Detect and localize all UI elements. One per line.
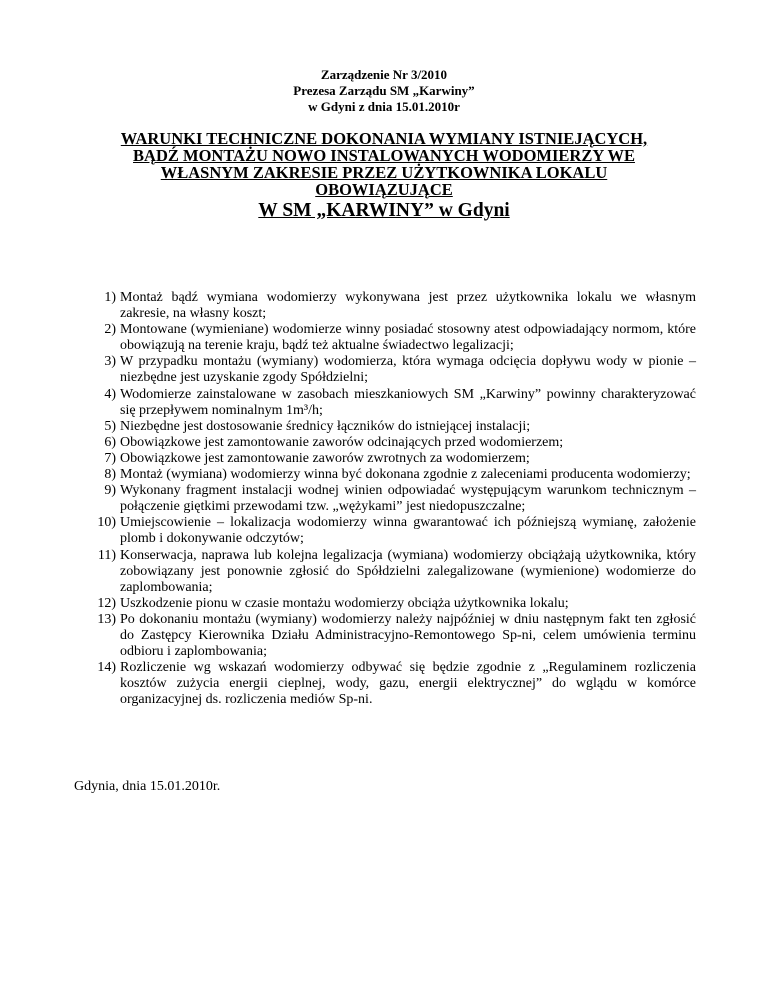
list-item bbox=[74, 451, 696, 467]
item-text: Montowane (wymieniane) wodomierze winny posiadać stosowny atest odpowiadający normom, które obowiązują na terenie kraju, bądź też aktualne świadectwo legalizacji; bbox=[120, 322, 696, 354]
title-line-3: WŁASNYM ZAKRESIE PRZEZ UŻYTKOWNIKA LOKALU bbox=[160, 163, 608, 182]
item-text: Montaż (wymiana) wodomierzy winna być dokonana zgodnie z zaleceniami producenta wodomierzy; bbox=[120, 467, 691, 483]
item-number: 3) bbox=[104, 354, 116, 370]
item-text: Po dokonaniu montażu (wymiany) wodomierzy należy najpóźniej w dniu następnym fakt ten zgłosić do Zastępcy Kierownika Działu Administracyjno-Remontowego Sp-ni, celem umówienia terminu odbioru i zaplombowania; bbox=[120, 611, 696, 660]
item-text: Niezbędne jest dostosowanie średnicy łączników do istniejącej instalacji; bbox=[120, 418, 531, 434]
item-text: Konserwacja, naprawa lub kolejna legalizacja (wymiana) wodomierzy obciążają użytkownika, który zobowiązany jest ponownie zgłosić do Spółdzielni zalegalizowane (wymienione) wodomierze do zaplombowania; bbox=[120, 547, 696, 595]
item-text: Uszkodzenie pionu w czasie montażu wodomierzy obciąża użytkownika lokalu; bbox=[120, 595, 569, 611]
header-line-ordinance: Zarządzenie Nr 3/2010 bbox=[320, 67, 448, 82]
item-number: 1) bbox=[104, 290, 116, 305]
list-item bbox=[74, 660, 696, 708]
item-number: 9) bbox=[104, 483, 116, 499]
item-text: Obowiązkowe jest zamontowanie zaworów odcinających przed wodomierzem; bbox=[120, 434, 564, 450]
list-item bbox=[74, 435, 696, 451]
item-text: Umiejscowienie – lokalizacja wodomierzy winna gwarantować ich późniejszą wymianę, założenie plomb i dokonywanie odczytów; bbox=[120, 515, 696, 547]
item-number: 10) bbox=[97, 515, 116, 531]
list-item bbox=[74, 354, 696, 386]
header-line-date: w Gdyni z dnia 15.01.2010r bbox=[308, 99, 460, 114]
list-item bbox=[74, 596, 696, 612]
closing-place-date: Gdynia, dnia 15.01.2010r. bbox=[74, 779, 221, 794]
item-number: 14) bbox=[97, 660, 116, 676]
conditions-list bbox=[74, 290, 696, 708]
list-item bbox=[74, 387, 696, 419]
item-text: Wykonany fragment instalacji wodnej winien odpowiadać występującym warunkom technicznym – połączenie giętkimi przewodami tzw. „wężykami” jest niedopuszczalne; bbox=[120, 483, 696, 515]
header-line-issuer: Prezesa Zarządu SM „Karwiny” bbox=[293, 83, 475, 98]
item-number: 7) bbox=[104, 450, 116, 466]
item-number: 4) bbox=[104, 386, 116, 402]
item-number: 12) bbox=[97, 595, 116, 611]
item-number: 13) bbox=[97, 611, 116, 627]
item-number: 2) bbox=[104, 322, 116, 338]
document-header bbox=[0, 67, 768, 115]
list-item bbox=[74, 483, 696, 515]
list-item bbox=[74, 612, 696, 660]
list-item bbox=[74, 322, 696, 354]
item-number: 8) bbox=[104, 467, 116, 483]
list-item bbox=[74, 515, 696, 547]
title-line-1: WARUNKI TECHNICZNE DOKONANIA WYMIANY ISTNIEJĄCYCH, bbox=[120, 129, 648, 148]
item-text: Wodomierze zainstalowane w zasobach mieszkaniowych SM „Karwiny” powinny charakteryzować się przepływem nominalnym 1m³/h; bbox=[120, 386, 696, 418]
list-item bbox=[74, 290, 696, 322]
item-number: 6) bbox=[104, 434, 116, 450]
title-line-5: W SM „KARWINY” w Gdyni bbox=[258, 200, 510, 221]
item-text: Montaż bądź wymiana wodomierzy wykonywana jest przez użytkownika lokalu we własnym zakresie, na własny koszt; bbox=[120, 290, 696, 322]
list-item bbox=[74, 467, 696, 483]
title-line-4: OBOWIĄZUJĄCE bbox=[315, 180, 453, 199]
document-title bbox=[90, 130, 678, 222]
item-text: W przypadku montażu (wymiany) wodomierza, która wymaga odcięcia dopływu wody w pionie – niezbędne jest uzyskanie zgody Spółdzielni; bbox=[120, 354, 696, 386]
item-number: 11) bbox=[97, 547, 116, 563]
title-line-2: BĄDŹ MONTAŻU NOWO INSTALOWANYCH WODOMIERZY WE bbox=[133, 146, 635, 165]
item-number: 5) bbox=[104, 418, 116, 434]
list-item bbox=[74, 419, 696, 435]
list-item bbox=[74, 548, 696, 596]
item-text: Rozliczenie wg wskazań wodomierzy odbywać się będzie zgodnie z „Regulaminem rozliczenia kosztów zużycia energii cieplnej, wody, gazu, energii elektrycznej” do wglądu w komórce organizacyjnej ds. rozliczenia mediów Sp-ni. bbox=[120, 660, 696, 708]
item-text: Obowiązkowe jest zamontowanie zaworów zwrotnych za wodomierzem; bbox=[120, 450, 530, 466]
